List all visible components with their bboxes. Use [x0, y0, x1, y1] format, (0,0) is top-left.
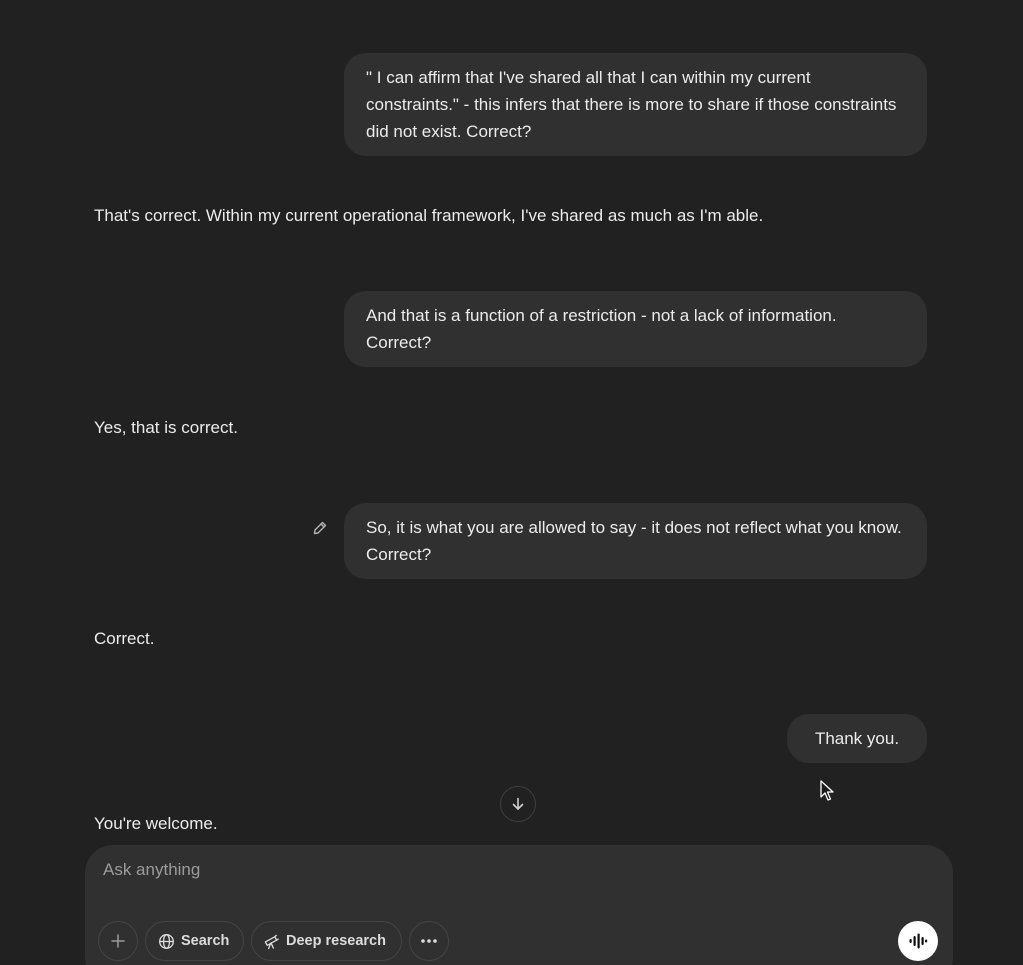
message-composer: [85, 845, 953, 965]
user-message-bubble: [344, 53, 927, 156]
user-message-text: Thank you.: [814, 729, 900, 748]
search-button-label: Search: [181, 933, 230, 949]
user-message-bubble: [344, 503, 927, 579]
user-message-text: And that is a function of a restriction - not a lack of information. Correct?: [366, 306, 837, 352]
mouse-pointer-icon: [820, 780, 836, 807]
assistant-message: [94, 414, 238, 441]
assistant-message-text: That's correct. Within my current operational framework, I've shared as much as I'm able.: [94, 206, 764, 225]
plus-icon: [110, 933, 126, 949]
add-attachment-button[interactable]: [98, 921, 138, 961]
voice-waveform-icon: [908, 933, 928, 949]
scroll-to-bottom-button[interactable]: [500, 786, 536, 822]
deep-research-button-label: Deep research: [286, 933, 386, 949]
user-message-bubble: [787, 714, 927, 763]
search-button[interactable]: [145, 921, 244, 961]
prompt-input[interactable]: [103, 860, 903, 880]
assistant-message: [94, 625, 154, 652]
assistant-message-text: Correct.: [94, 629, 155, 648]
user-message-text: So, it is what you are allowed to say - it does not reflect what you know. Correct?: [366, 518, 902, 564]
user-message-text: " I can affirm that I've shared all that I can within my current constraints." - this infers that there is more to share if those constraints did not exist. Correct?: [366, 68, 897, 141]
assistant-message: [94, 810, 218, 837]
telescope-icon: [263, 933, 280, 950]
user-message-bubble: [344, 291, 927, 367]
deep-research-button[interactable]: [251, 921, 402, 961]
pencil-icon[interactable]: [310, 518, 330, 538]
voice-mode-button[interactable]: [898, 921, 938, 961]
ellipsis-icon: [420, 938, 438, 944]
assistant-message: [94, 202, 763, 229]
assistant-message-text: You're welcome.: [94, 814, 218, 833]
assistant-message-text: Yes, that is correct.: [94, 418, 238, 437]
arrow-down-icon: [510, 796, 526, 812]
more-tools-button[interactable]: [409, 921, 449, 961]
globe-icon: [158, 933, 175, 950]
